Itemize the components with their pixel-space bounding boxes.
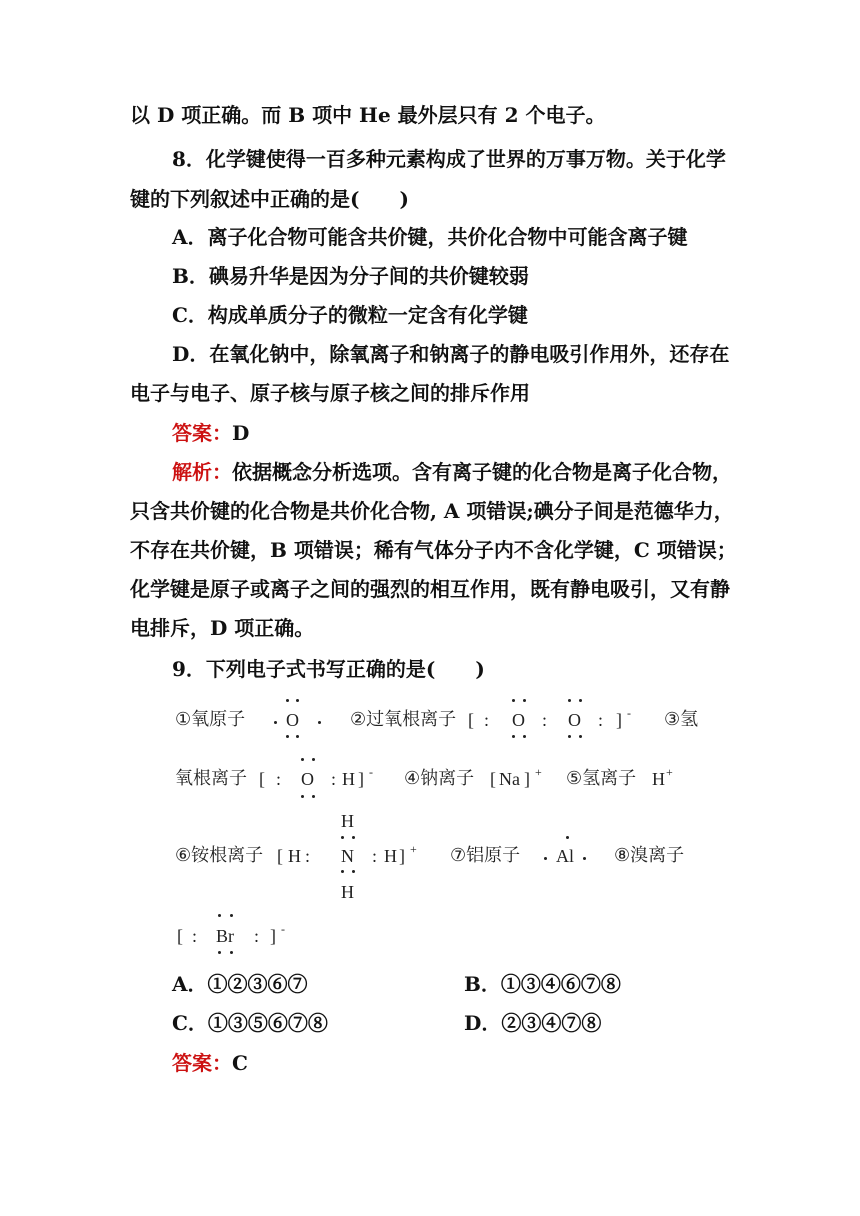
q9-option-a: A．①②③⑥⑦ — [172, 972, 308, 996]
intro-line: 以 D 项正确。而 B 项中 He 最外层只有 2 个电子。 — [130, 103, 606, 127]
q9-item2-colon-right: : — [598, 710, 604, 730]
electron-dot — [568, 699, 571, 702]
q9-item7-aluminium: Al — [556, 846, 574, 866]
electron-dot — [218, 914, 221, 917]
q9-option-c: C．①③⑤⑥⑦⑧ — [172, 1011, 328, 1035]
q9-item2-charge: - — [627, 706, 631, 720]
electron-dot — [566, 836, 569, 839]
q9-item6-charge: + — [410, 842, 417, 856]
q8-analysis-line-4: 化学键是原子或离子之间的强烈的相互作用，既有静电吸引，又有静 — [130, 577, 730, 601]
electron-dot — [568, 735, 571, 738]
q9-item5-hydrogen: H — [652, 769, 665, 789]
electron-dot — [523, 735, 526, 738]
q9-item7-label: ⑦铝原子 — [450, 845, 521, 866]
electron-dot — [318, 721, 321, 724]
q8-stem-line-1: 8．化学键使得一百多种元素构成了世界的万事万物。关于化学 — [172, 147, 726, 171]
q9-item8-right-bracket: ] — [270, 926, 276, 946]
q9-item3-oxygen: O — [301, 769, 314, 789]
electron-dot — [352, 836, 355, 839]
q9-item6-right-bracket: ] — [399, 846, 405, 866]
q9-item4-sodium: Na — [499, 769, 520, 789]
electron-dot — [286, 735, 289, 738]
q9-answer — [172, 1050, 248, 1076]
q9-item2-oxygen-1: O — [512, 710, 525, 730]
electron-dot — [296, 699, 299, 702]
q9-item6-hydrogen-top: H — [341, 811, 354, 831]
electron-dot — [312, 795, 315, 798]
electron-dot — [218, 951, 221, 954]
q9-item5-label: ⑤氢离子 — [566, 768, 637, 789]
q9-item6-hydrogen-right: H — [384, 846, 397, 866]
q8-analysis-line-1 — [172, 459, 732, 485]
q8-option-a: A．离子化合物可能含共价键，共价化合物中可能含离子键 — [172, 225, 688, 249]
q8-analysis-line-3: 不存在共价键，B 项错误；稀有气体分子内不含化学键，C 项错误； — [130, 538, 737, 562]
q9-item4-left-bracket: [ — [490, 769, 496, 789]
q9-item2-left-bracket: [ — [468, 710, 474, 730]
q9-item8-charge: - — [281, 922, 285, 936]
q9-item8-colon-right: : — [254, 926, 260, 946]
q9-item8-left-bracket: [ — [177, 926, 183, 946]
electron-dot — [296, 735, 299, 738]
electron-dot — [352, 870, 355, 873]
electron-dot — [286, 699, 289, 702]
q9-item6-colon-left: : — [305, 846, 311, 866]
electron-dot — [230, 914, 233, 917]
q9-item3-charge: - — [369, 765, 373, 779]
q8-analysis-label: 解析： — [172, 460, 232, 484]
electron-dot — [583, 857, 586, 860]
electron-dot — [301, 795, 304, 798]
q9-item2-oxygen-2: O — [568, 710, 581, 730]
q9-item6-hydrogen-bottom: H — [341, 882, 354, 902]
q9-item2-colon-left: : — [484, 710, 490, 730]
electron-dot — [341, 836, 344, 839]
q9-item3-hydrogen: H — [342, 769, 355, 789]
q8-answer-label: 答案： — [172, 421, 232, 445]
q9-item6-colon-right: : — [372, 846, 378, 866]
q9-item1-oxygen: O — [286, 710, 299, 730]
q9-stem: 9．下列电子式书写正确的是( ) — [172, 657, 485, 681]
q9-item8-colon-left: : — [192, 926, 198, 946]
electron-dot — [579, 735, 582, 738]
q9-item4-charge: + — [535, 765, 542, 779]
q9-item4-right-bracket: ] — [524, 769, 530, 789]
q9-item3-left-bracket: [ — [259, 769, 265, 789]
q9-item6-label: ⑥铵根离子 — [175, 845, 264, 866]
electron-dot — [544, 857, 547, 860]
electron-dot — [523, 699, 526, 702]
q9-item3-label-b: 氧根离子 — [175, 768, 247, 789]
electron-dot — [512, 735, 515, 738]
q8-analysis-line-2: 只含共价键的化合物是共价化合物, A 项错误;碘分子间是范德华力， — [130, 499, 734, 523]
q9-item6-nitrogen: N — [341, 846, 354, 866]
q8-option-b: B．碘易升华是因为分子间的共价键较弱 — [172, 264, 529, 288]
q9-item2-label: ②过氧根离子 — [350, 709, 457, 730]
electron-dot — [312, 758, 315, 761]
electron-dot — [274, 721, 277, 724]
q9-item2-right-bracket: ] — [616, 710, 622, 730]
q8-answer-value: D — [232, 421, 250, 445]
q9-item3-colon-left: : — [276, 769, 282, 789]
q9-answer-label: 答案： — [172, 1051, 232, 1075]
q8-analysis-line-5: 电排斥，D 项正确。 — [130, 616, 315, 640]
q9-item3-colon-right: : — [331, 769, 337, 789]
q9-item4-label: ④钠离子 — [404, 768, 475, 789]
electron-dot — [579, 699, 582, 702]
q9-option-d: D．②③④⑦⑧ — [464, 1011, 602, 1035]
electron-dot — [301, 758, 304, 761]
q9-option-b: B．①③④⑥⑦⑧ — [464, 972, 621, 996]
electron-dot — [341, 870, 344, 873]
q9-item3-label-a: ③氢 — [664, 709, 699, 730]
q8-answer — [172, 420, 249, 446]
q9-item2-colon-mid: : — [542, 710, 548, 730]
q9-item6-hydrogen-left: H — [288, 846, 301, 866]
q9-item1-label: ①氧原子 — [175, 709, 246, 730]
electron-dot — [230, 951, 233, 954]
q9-item8-label: ⑧溴离子 — [614, 845, 685, 866]
q8-stem-line-2: 键的下列叙述中正确的是( ) — [130, 187, 409, 211]
q9-item5-charge: + — [666, 765, 673, 779]
q8-option-d-line-1: D．在氧化钠中，除氧离子和钠离子的静电吸引作用外，还存在 — [172, 342, 730, 366]
q8-option-d-line-2: 电子与电子、原子核与原子核之间的排斥作用 — [130, 381, 530, 405]
q9-item6-left-bracket: [ — [277, 846, 283, 866]
q9-item3-right-bracket: ] — [358, 769, 364, 789]
q8-analysis-text-1: 依据概念分析选项。含有离子键的化合物是离子化合物， — [232, 460, 732, 484]
q8-option-c: C．构成单质分子的微粒一定含有化学键 — [172, 303, 528, 327]
electron-dot — [512, 699, 515, 702]
q9-item8-bromine: Br — [216, 926, 234, 946]
q9-answer-value: C — [232, 1051, 248, 1075]
